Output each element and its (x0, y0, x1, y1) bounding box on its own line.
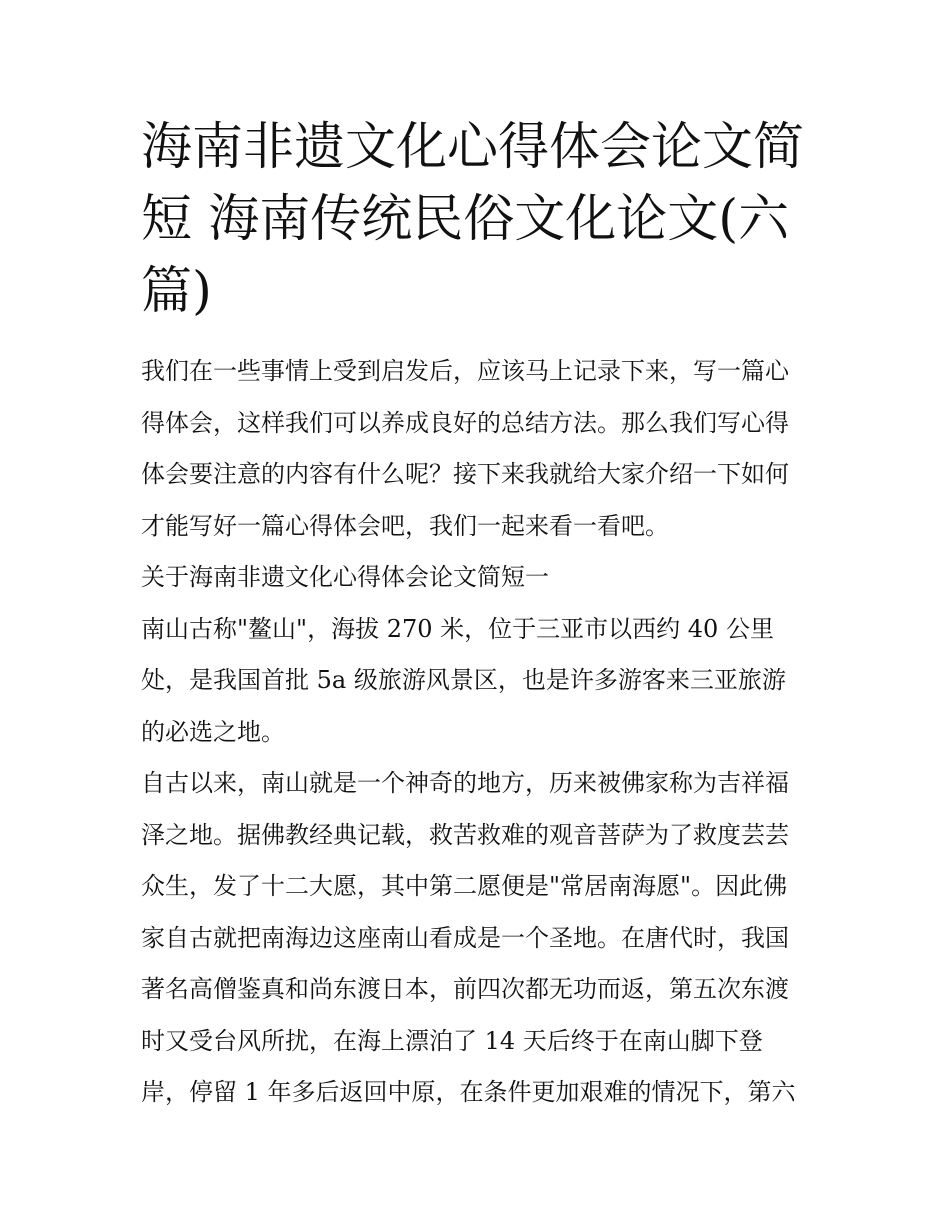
title-line: 短 海南传统民俗文化论文(六 (141, 190, 790, 249)
text-line: 得体会，这样我们可以养成良好的总结方法。那么我们写心得 (141, 408, 789, 437)
text-line: 南山古称"鳌山"，海拔 270 米，位于三亚市以西约 40 公里 (141, 614, 774, 643)
text-line: 泽之地。据佛教经典记载，救苦救难的观音菩萨为了救度芸芸 (141, 820, 789, 849)
text-line: 关于海南非遗文化心得体会论文简短一 (141, 563, 549, 591)
body-paragraph (141, 604, 813, 759)
intro-paragraph (141, 346, 813, 552)
text-line: 岸，停留 1 年多后返回中原，在条件更加艰难的情况下，第六 (141, 1078, 796, 1106)
section-heading (141, 552, 813, 604)
body-paragraph (141, 758, 813, 1119)
text-line: 家自古就把南海边这座南山看成是一个圣地。在唐代时，我国 (141, 923, 789, 952)
document-title (141, 112, 813, 328)
title-line: 海南非遗文化心得体会论文简 (141, 118, 805, 177)
text-line: 我们在一些事情上受到启发后，应该马上记录下来，写一篇心 (141, 357, 789, 385)
text-line: 时又受台风所扰，在海上漂泊了 14 天后终于在南山脚下登 (141, 1026, 763, 1055)
text-line: 体会要注意的内容有什么呢？接下来我就给大家介绍一下如何 (141, 460, 789, 488)
text-line: 自古以来，南山就是一个神奇的地方，历来被佛家称为吉祥福 (141, 769, 789, 797)
title-line: 篇) (141, 262, 212, 321)
text-line: 处，是我国首批 5a 级旅游风景区，也是许多游客来三亚旅游 (141, 666, 786, 694)
text-line: 众生，发了十二大愿，其中第二愿便是"常居南海愿"。因此佛 (141, 872, 788, 900)
text-line: 才能写好一篇心得体会吧，我们一起来看一看吧。 (141, 511, 669, 540)
document-page (141, 112, 813, 1119)
text-line: 著名高僧鉴真和尚东渡日本，前四次都无功而返，第五次东渡 (141, 975, 789, 1003)
document-body (141, 346, 813, 1119)
text-line: 的必选之地。 (141, 717, 285, 746)
